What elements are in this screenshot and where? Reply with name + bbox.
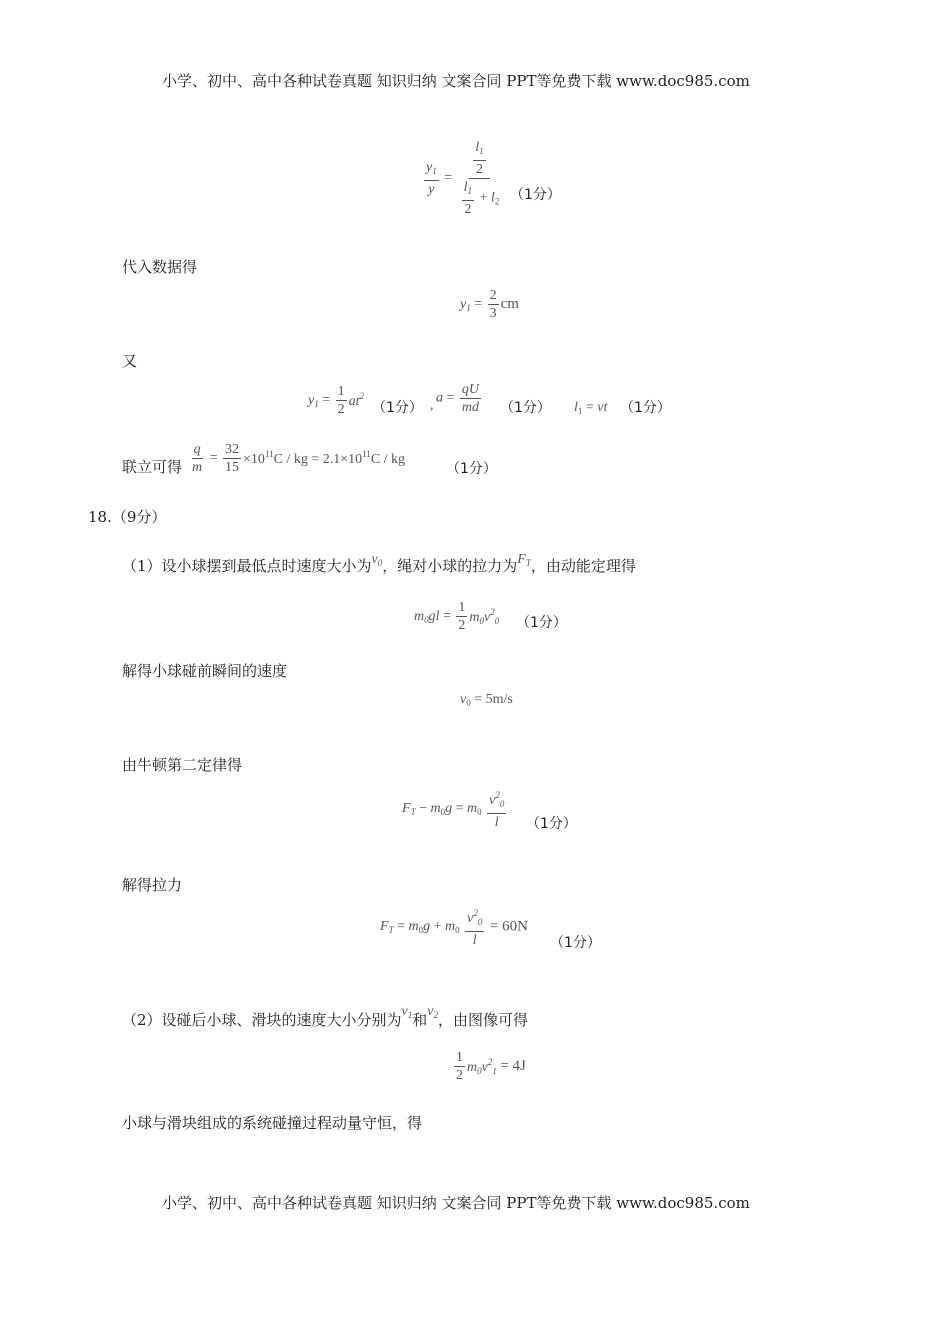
page-footer: 小学、初中、高中各种试卷真题 知识归纳 文案合同 PPT等免费下载 www.doc985.com	[162, 1194, 750, 1212]
score-8: （1分）	[550, 935, 601, 951]
text-also: 又	[122, 352, 138, 370]
equation-newton: $F_T - m_0g = m_0$ $\frac{v^2_0}{l}$	[402, 790, 505, 830]
text-newton: 由牛顿第二定律得	[122, 756, 243, 774]
score-6: （1分）	[516, 615, 567, 631]
text-substitute: 代入数据得	[122, 258, 198, 276]
score-3: （1分）	[500, 400, 551, 416]
score-1: （1分）	[510, 187, 561, 203]
equation-v0: $v_0 = 5m/s$	[460, 692, 513, 708]
equation-kinetic: $\frac{1}{2}$ $m_0v^2_1 = 4J$	[456, 1050, 526, 1083]
page-header: 小学、初中、高中各种试卷真题 知识归纳 文案合同 PPT等免费下载 www.doc985.com	[162, 72, 750, 90]
score-7: （1分）	[526, 816, 577, 832]
equation-acceleration: a = $\frac{qU}{md}$	[436, 382, 480, 415]
text-part1: （1）设小球摆到最低点时速度大小为$v_0$，绳对小球的拉力为$F_T$，由动能定理得	[122, 552, 636, 575]
score-2: （1分）	[372, 400, 423, 416]
text-part2: （2）设碰后小球、滑块的速度大小分别为$v_1$和$v_2$，由图像可得	[122, 1004, 529, 1029]
equation-tension: $F_T = m_0g + m_0$ $\frac{v^2_0}{l}$ = 60N	[380, 908, 528, 948]
equation-energy: $m_0gl$ = $\frac{1}{2}$ $m_0v^2_0$	[414, 600, 500, 633]
equation-ratio: $\frac{y_1}{y}$ = $\frac{l_1}{2}$ $\frac{l_1}{2}$ + $l_2$	[426, 140, 500, 217]
equation-y1: $y_1$ = $\frac{2}{3}$ cm	[460, 288, 519, 321]
score-4: （1分）	[620, 400, 671, 416]
comma: ,	[430, 398, 434, 413]
text-combine: 联立可得	[122, 458, 183, 476]
score-5: （1分）	[446, 461, 497, 477]
equation-length: $l_1$ = vt	[574, 400, 608, 416]
equation-charge-ratio: $\frac{q}{m}$ = $\frac{32}{15}$ $\times 10^{11}C$ / kg = $2.1\times 10^{11}C$ / kg	[192, 442, 406, 475]
text-solve-speed: 解得小球碰前瞬间的速度	[122, 662, 288, 680]
equation-displacement: $y_1$ = $\frac{1}{2}$ $at^2$	[308, 384, 365, 417]
question-18-title: 18.（9分）	[88, 508, 167, 526]
text-solve-tension: 解得拉力	[122, 876, 183, 894]
text-momentum: 小球与滑块组成的系统碰撞过程动量守恒，得	[122, 1114, 423, 1132]
